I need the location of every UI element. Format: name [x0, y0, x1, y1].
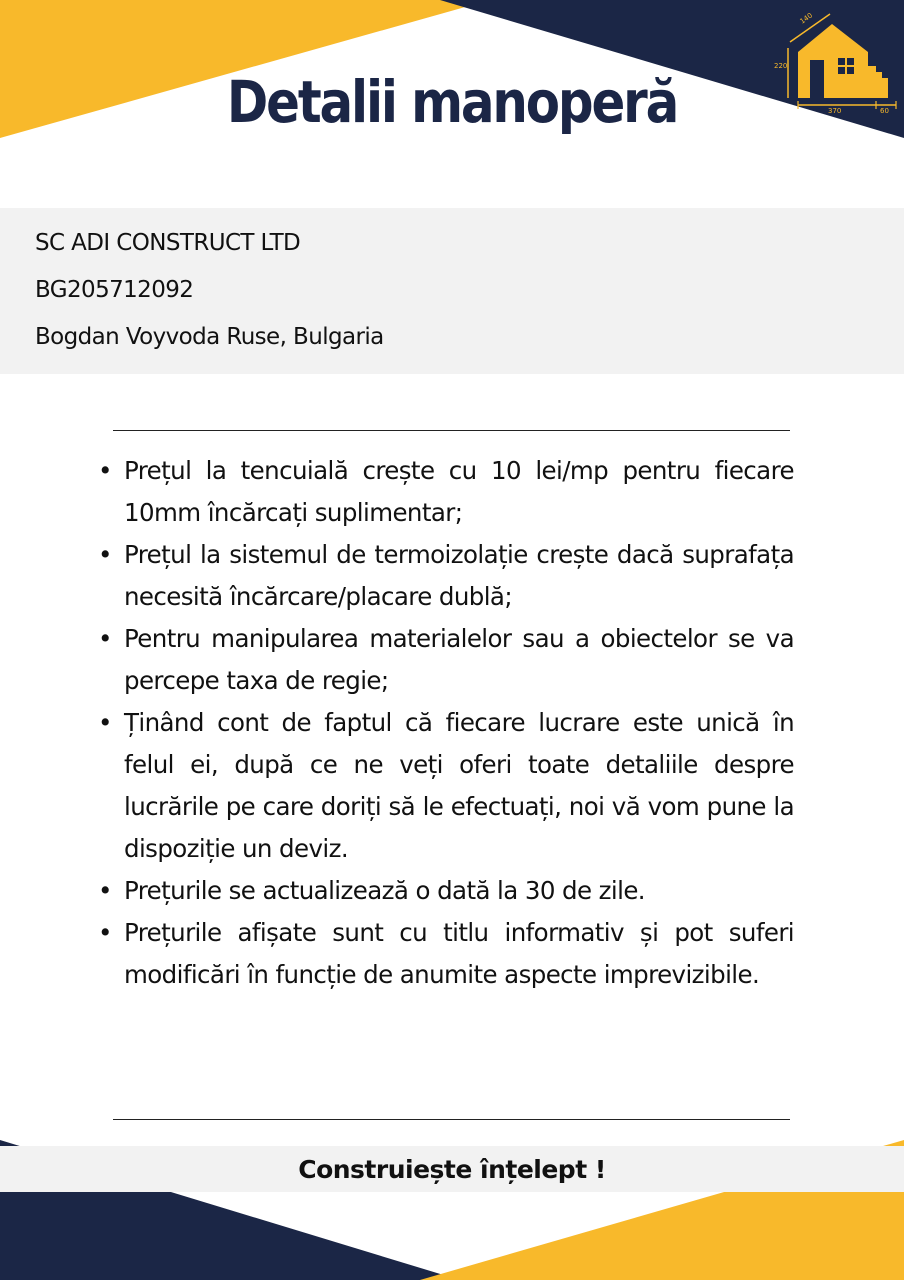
list-item-text: Prețul la tencuială crește cu 10 lei/mp pentru fiecare 10mm încărcați suplimentar;: [124, 456, 794, 527]
bullet-icon: •: [98, 918, 112, 947]
bottom-divider: [113, 1119, 790, 1120]
list-item-text: Prețurile se actualizează o dată la 30 de zile.: [124, 876, 645, 905]
list-item: [94, 450, 794, 534]
svg-text:220: 220: [774, 62, 788, 70]
company-name: SC ADI CONSTRUCT LTD: [35, 230, 301, 256]
list-item-text: Pentru manipularea materialelor sau a obiectelor se va percepe taxa de regie;: [124, 624, 794, 695]
bullet-icon: •: [98, 540, 112, 569]
bullet-icon: •: [98, 708, 112, 737]
list-item: [94, 912, 794, 996]
list-item-text: Prețurile afișate sunt cu titlu informativ și pot suferi modificări în funcție de anumite aspecte imprevizibile.: [124, 918, 794, 989]
list-item: [94, 870, 794, 912]
footer-slogan: Construiește înțelept !: [298, 1155, 606, 1184]
svg-text:60: 60: [880, 107, 889, 114]
svg-text:370: 370: [828, 107, 842, 114]
company-info-box: [0, 208, 904, 374]
terms-list: [94, 450, 794, 996]
top-divider: [113, 430, 790, 431]
svg-text:140: 140: [798, 11, 815, 26]
company-address: Bogdan Voyvoda Ruse, Bulgaria: [35, 324, 384, 350]
bullet-icon: •: [98, 876, 112, 905]
page-title: Detalii manoperă: [226, 68, 678, 136]
list-item: [94, 534, 794, 618]
bullet-icon: •: [98, 624, 112, 653]
company-vat-id: BG205712092: [35, 277, 194, 303]
list-item: [94, 618, 794, 702]
list-item-text: Ținând cont de faptul că fiecare lucrare este unică în felul ei, după ce ne veți oferi toate detaliile despre lucrările pe care doriți să le efectuați, noi vă vom pune la dispoziție un deviz.: [124, 708, 794, 863]
bullet-icon: •: [98, 456, 112, 485]
list-item-text: Prețul la sistemul de termoizolație crește dacă suprafața necesită încărcare/placare dublă;: [124, 540, 794, 611]
list-item: [94, 702, 794, 870]
